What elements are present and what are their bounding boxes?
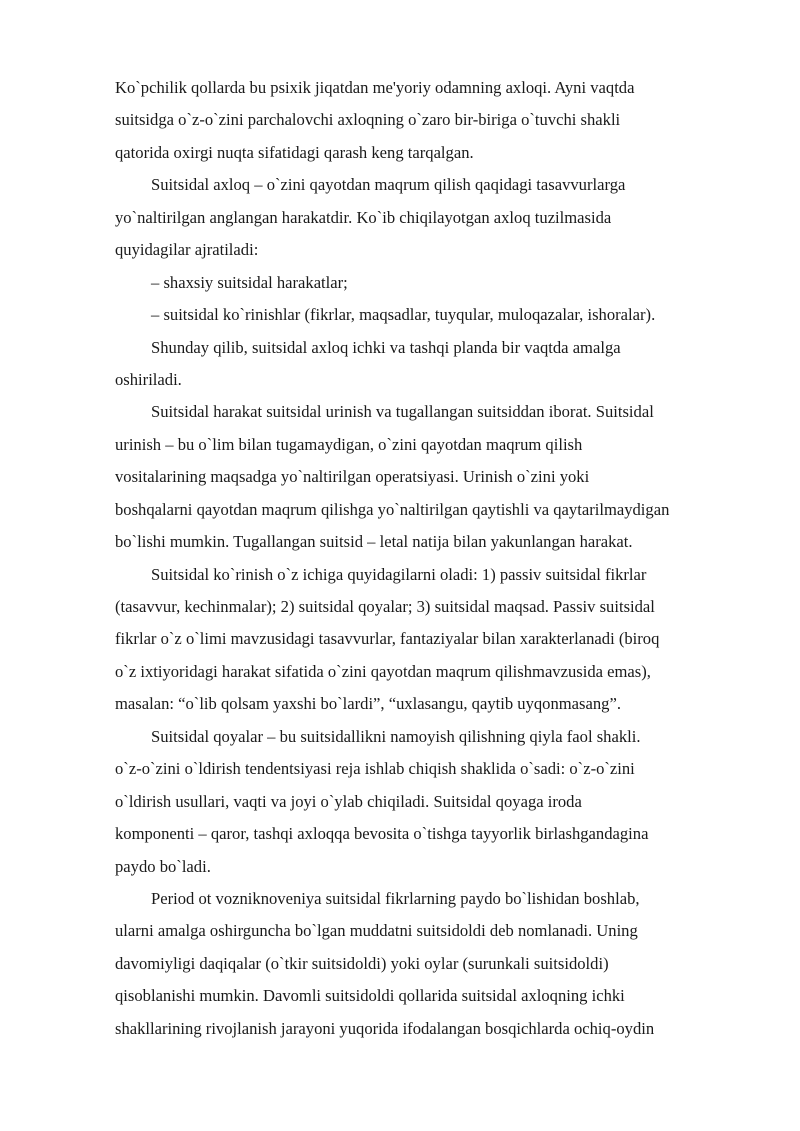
text-line: Suitsidal axloq – o`zini qayotdan maqrum qilish qaqidagi tasavvurlarga <box>151 175 626 195</box>
text-line: Suitsidal qoyalar – bu suitsidallikni namoyish qilishning qiyla faol shakli. <box>151 726 641 746</box>
text-line: yo`naltirilgan anglangan harakatdir. Ko`ib chiqilayotgan axloq tuzilmasida <box>115 207 612 227</box>
text-line: Period ot vozniknoveniya suitsidal fikrlarning paydo bo`lishidan boshlab, <box>151 888 640 908</box>
text-line: urinish – bu o`lim bilan tugamaydigan, o`zini qayotdan maqrum qilish <box>115 434 583 454</box>
text-line: quyidagilar ajratiladi: <box>115 240 259 260</box>
text-line: (tasavvur, kechinmalar); 2) suitsidal qoyalar; 3) suitsidal maqsad. Passiv suitsidal <box>115 597 655 616</box>
text-line: paydo bo`ladi. <box>115 856 211 876</box>
text-line: fikrlar o`z o`limi mavzusidagi tasavvurlar, fantaziyalar bilan xarakterlanadi (biroq <box>115 629 660 649</box>
text-line: masalan: “o`lib qolsam yaxshi bo`lardi”, “uxlasangu, qaytib uyqonmasang”. <box>115 694 621 714</box>
text-line: suitsidga o`z-o`zini parchalovchi axloqning o`zaro bir-biriga o`tuvchi shakli <box>115 110 621 130</box>
text-line: davomiyligi daqiqalar (o`tkir suitsidoldi) yoki oylar (surunkali suitsidoldi) <box>115 953 609 973</box>
text-line: ularni amalga oshirguncha bo`lgan muddatni suitsidoldi deb nomlanadi. Uning <box>115 921 638 941</box>
text-line: o`ldirish usullari, vaqti va joyi o`ylab chiqiladi. Suitsidal qoyaga iroda <box>115 791 582 811</box>
text-line: Suitsidal harakat suitsidal urinish va tugallangan suitsiddan iborat. Suitsidal <box>151 402 654 422</box>
text-line: Shunday qilib, suitsidal axloq ichki va tashqi planda bir vaqtda amalga <box>151 337 621 357</box>
text-line: Suitsidal ko`rinish o`z ichiga quyidagilarni oladi: 1) passiv suitsidal fikrlar <box>151 564 647 584</box>
text-line: vositalarining maqsadga yo`naltirilgan operatsiyasi. Urinish o`zini yoki <box>115 467 590 487</box>
text-line: o`z-o`zini o`ldirish tendentsiyasi reja ishlab chiqish shaklida o`sadi: o`z-o`zini <box>115 759 635 779</box>
text-line: shakllarining rivojlanish jarayoni yuqorida ifodalangan bosqichlarda ochiq-oydin <box>115 1018 655 1038</box>
text-line: qatorida oxirgi nuqta sifatidagi qarash keng tarqalgan. <box>115 142 474 162</box>
text-line: o`z ixtiyoridagi harakat sifatida o`zini qayotdan maqrum qilishmavzusida emas), <box>115 661 651 681</box>
text-line: komponenti – qaror, tashqi axloqqa bevosita o`tishga tayyorlik birlashgandagina <box>115 824 649 844</box>
text-line: – suitsidal ko`rinishlar (fikrlar, maqsadlar, tuyqular, muloqazalar, ishoralar). <box>151 305 656 325</box>
text-line: oshiriladi. <box>115 369 182 389</box>
text-line: – shaxsiy suitsidal harakatlar; <box>151 272 348 292</box>
text-line: boshqalarni qayotdan maqrum qilishga yo`naltirilgan qaytishli va qaytarilmaydigan <box>115 499 670 519</box>
text-line: qisoblanishi mumkin. Davomli suitsidoldi qollarida suitsidal axloqning ichki <box>115 986 625 1006</box>
document-body <box>115 72 747 1045</box>
text-line: Ko`pchilik qollarda bu psixik jiqatdan me'yoriy odamning axloqi. Ayni vaqtda <box>115 78 635 97</box>
text-line: bo`lishi mumkin. Tugallangan suitsid – letal natija bilan yakunlangan harakat. <box>115 532 633 552</box>
